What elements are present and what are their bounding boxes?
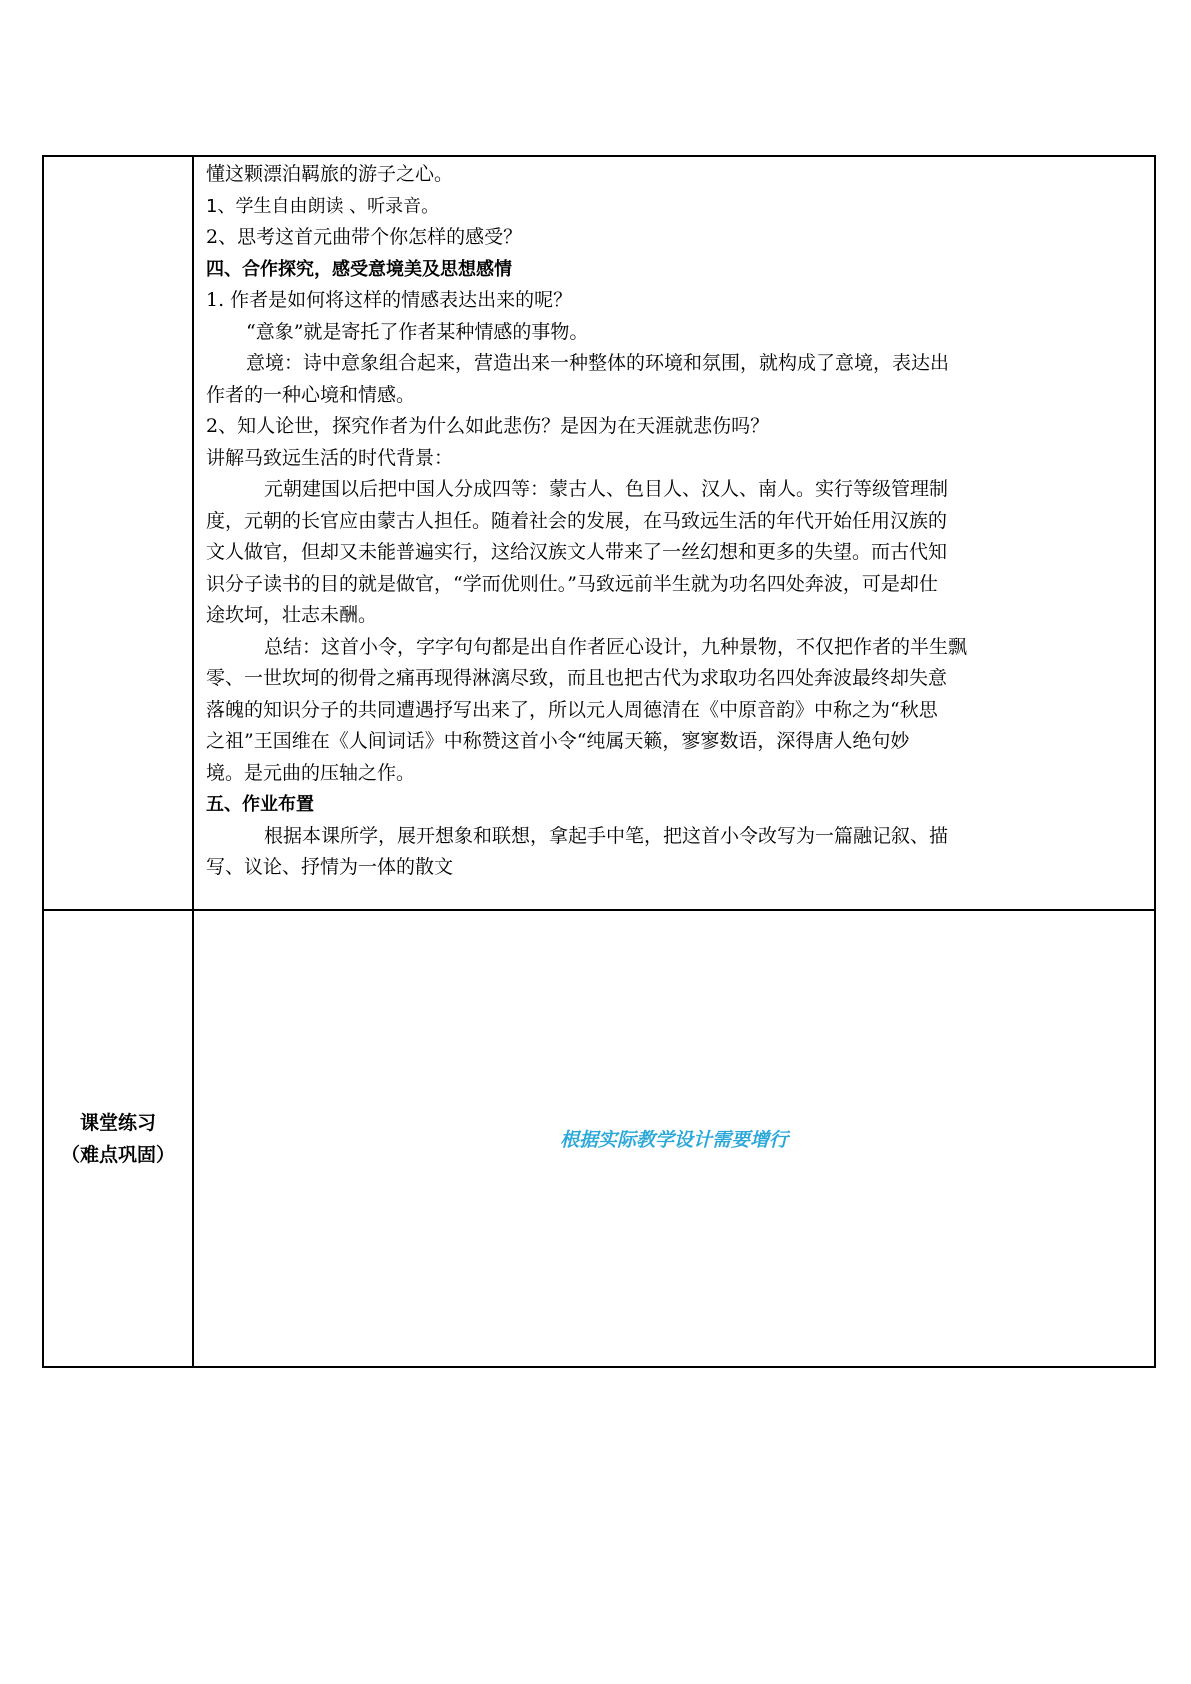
- text-line: 作者的一种心境和情感。: [206, 383, 416, 406]
- text-line: 2、思考这首元曲带个你怎样的感受？: [206, 226, 523, 248]
- practice-sublabel: （难点巩固）: [60, 1143, 175, 1166]
- text-line: 境。是元曲的压轴之作。: [206, 761, 416, 784]
- text-line: 元朝建国以后把中国人分成四等：蒙古人、色目人、汉人、南人。实行等级管理制: [264, 478, 949, 500]
- text-line: 落魄的知识分子的共同遭遇抒写出来了，所以元人周德清在《中原音韵》中称之为“秋思: [206, 698, 938, 721]
- text-line: 写、议论、抒情为一体的散文: [206, 856, 454, 878]
- text-line: 根据本课所学，展开想象和联想，拿起手中笔，把这首小令改写为一篇融记叙、描: [264, 824, 949, 847]
- text-line: 1、学生自由朗读 、听录音。: [206, 195, 440, 217]
- text-line: 1. 作者是如何将这样的情感表达出来的呢？: [206, 289, 573, 311]
- text-line: 识分子读书的目的就是做官，“学而优则仕。”马致远前半生就为功名四处奔波，可是却仕: [206, 572, 938, 595]
- section-heading: 四、合作探究，感受意境美及思想感情: [206, 258, 512, 280]
- lesson-plan-table: [42, 155, 1156, 1368]
- text-line: 零、一世坎坷的彻骨之痛再现得淋漓尽致，而且也把古代为求取功名四处奔波最终却失意: [206, 667, 948, 689]
- text-line: 讲解马致远生活的时代背景：: [206, 446, 454, 469]
- text-line: 意境：诗中意象组合起来，营造出来一种整体的环境和氛围，就构成了意境，表达出: [246, 352, 950, 374]
- teaching-process-row: [43, 156, 1155, 910]
- text-line: “意象”就是寄托了作者某种情感的事物。: [246, 320, 589, 343]
- text-line: 总结：这首小令，字字句句都是出自作者匠心设计，九种景物，不仅把作者的半生飘: [264, 635, 968, 658]
- classroom-practice-row: [43, 910, 1155, 1367]
- placeholder-text: 根据实际教学设计需要增行: [559, 1129, 788, 1151]
- text-line: 文人做官，但却又未能普遍实行，这给汉族文人带来了一丝幻想和更多的失望。而古代知: [206, 541, 948, 563]
- section-heading: 五、作业布置: [206, 794, 314, 815]
- text-line: 懂这颗漂泊羁旅的游子之心。: [206, 163, 454, 185]
- text-line: 度，元朝的长官应由蒙古人担任。随着社会的发展，在马致远生活的年代开始任用汉族的: [206, 509, 948, 532]
- empty-label-cell: [43, 156, 193, 910]
- teaching-content-cell: [193, 156, 1155, 910]
- practice-label-cell: [43, 910, 193, 1367]
- practice-content-cell: [193, 910, 1155, 1367]
- text-line: 之祖”王国维在《人间词话》中称赞这首小令“纯属天籁，寥寥数语，深得唐人绝句妙: [206, 730, 910, 752]
- text-line: 途坎坷，壮志未酬。: [206, 604, 378, 626]
- practice-label: 课堂练习: [79, 1111, 156, 1134]
- teaching-content: [194, 157, 1154, 884]
- text-line: 2、知人论世，探究作者为什么如此悲伤？是因为在天涯就悲伤吗？: [206, 415, 770, 437]
